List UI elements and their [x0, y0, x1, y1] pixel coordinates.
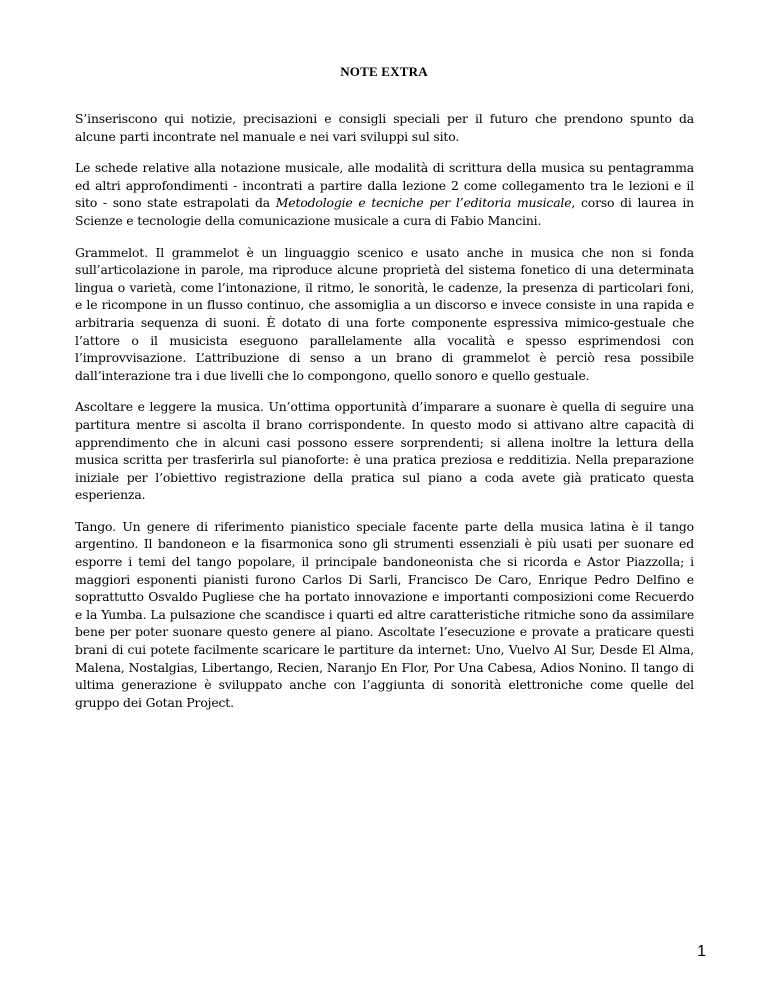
paragraph-ascoltare: Ascoltare e leggere la musica. Un’ottima opportunità d’imparare a suonare è quella di seguire una partitura mentre si ascolta il brano corrispondente. In questo modo si attivano altre capacità di apprendimento che in alcuni casi possono essere sorprendenti; si allena inoltre la lettura della musica scritta per trasferirla sul pianoforte: è una pratica preziosa e redditizia. Nella preparazione iniziale per l’obiettivo registrazione della pratica sul piano a coda avete già praticato questa esperienza.	[75, 399, 694, 503]
paragraph-tango: Tango. Un genere di riferimento pianistico speciale facente parte della musica latina è il tango argentino. Il bandoneon e la fisarmonica sono gli strumenti essenziali è più usati per suonare ed esporre i temi del tango popolare, il principale bandoneonista che si ricorda e Astor Piazzolla; i maggiori esponenti pianisti furono Carlos Di Sarli, Francisco De Caro, Enrique Pedro Delfino e soprattutto Osvaldo Pugliese che ha portato innovazione e importanti composizioni come Recuerdo e la Yumba. La pulsazione che scandisce i quarti ed altre caratteristiche ritmiche sono da assimilare bene per poter suonare questo genere al piano. Ascoltate l’esecuzione e provate a praticare questi brani di cui potete facilmente scaricare le partiture da internet: Uno, Vuelvo Al Sur, Desde El Alma, Malena, Nostalgias, Libertango, Recien, Naranjo En Flor, Por Una Cabesa, Adios Nonino. Il tango di ultima generazione è sviluppato anche con l’aggiunta di sonorità elettroniche come quelle del gruppo dei Gotan Project.	[75, 518, 694, 710]
document-body	[75, 110, 694, 725]
paragraph-sources	[75, 159, 694, 229]
paragraph-sources-text-a: Le schede relative alla notazione musicale, alle modalità di scrittura della musica su pentagramma ed altri approfondimenti - incontrati a partire dalla lezione 2 come collegamento tra le lezioni e il sito - sono state estrapolati da	[75, 160, 694, 211]
paragraph-sources-course-title: Metodologie e tecniche per l’editoria musicale	[275, 195, 572, 211]
paragraph-sources-text-b: , corso di laurea in Scienze e tecnologie della comunicazione musicale a cura di Fabio Mancini.	[75, 195, 694, 228]
paragraph-grammelot: Grammelot. Il grammelot è un linguaggio scenico e usato anche in musica che non si fonda sull’articolazione in parole, ma riproduce alcune proprietà del sistema fonetico di una determinata lingua o varietà, come l’intonazione, il ritmo, le sonorità, le cadenze, la presenza di particolari foni, e le ricompone in un flusso continuo, che assomiglia a un discorso e invece consiste in una rapida e arbitraria sequenza di suoni. È dotato di una forte componente espressiva mimico-gestuale che l’attore o il musicista eseguono parallelamente alla vocalità e spesso esprimendosi con l’improvvisazione. L’attribuzione di senso a un brano di grammelot è perciò resa possibile dall’interazione tra i due livelli che lo compongono, quello sonoro e quello gestuale.	[75, 244, 694, 383]
page-number: 1	[697, 943, 706, 960]
paragraph-intro: S’inseriscono qui notizie, precisazioni e consigli speciali per il futuro che prendono spunto da alcune parti incontrate nel manuale e nei vari sviluppi sul sito.	[75, 111, 694, 144]
page-title: NOTE EXTRA	[340, 64, 428, 79]
